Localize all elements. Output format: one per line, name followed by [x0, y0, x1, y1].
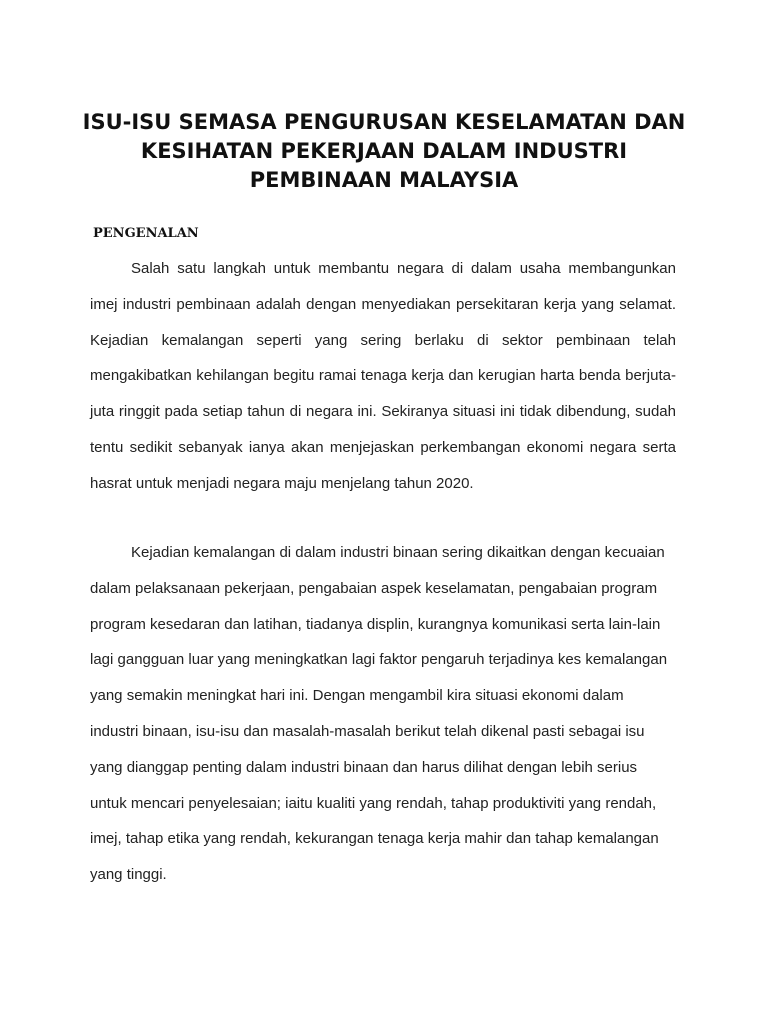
- paragraph-introduction-2: [90, 544, 676, 902]
- paragraph-line: hasrat untuk menjadi negara maju menjelang tahun 2020.: [90, 474, 474, 492]
- paragraph-line: tentu sedikit sebanyak ianya akan menjejaskan perkembangan ekonomi negara serta: [90, 438, 676, 456]
- paragraph-line: yang semakin meningkat hari ini. Dengan mengambil kira situasi ekonomi dalam: [90, 687, 624, 705]
- paragraph-line: program kesedaran dan latihan, tiadanya displin, kurangnya komunikasi serta lain-lain: [90, 615, 661, 633]
- section-heading: PENGENALAN: [93, 226, 199, 241]
- paragraph-line: mengakibatkan kehilangan begitu ramai tenaga kerja dan kerugian harta benda berjuta-: [90, 367, 676, 385]
- paragraph-line: yang tinggi.: [90, 866, 167, 884]
- title-line: KESIHATAN PEKERJAAN DALAM INDUSTRI: [140, 139, 628, 163]
- title-line: ISU-ISU SEMASA PENGURUSAN KESELAMATAN DAN: [82, 110, 686, 134]
- paragraph-introduction-1: [90, 260, 676, 511]
- document-title: [60, 108, 708, 195]
- paragraph-line: dalam pelaksanaan pekerjaan, pengabaian aspek keselamatan, pengabaian program: [90, 579, 658, 597]
- paragraph-line: juta ringgit pada setiap tahun di negara ini. Sekiranya situasi ini tidak dibendung, sudah: [90, 403, 676, 421]
- paragraph-line: yang dianggap penting dalam industri binaan dan harus dilihat dengan lebih serius: [90, 758, 638, 776]
- paragraph-line: Kejadian kemalangan seperti yang sering berlaku di sektor pembinaan telah: [90, 331, 676, 349]
- title-line: PEMBINAAN MALAYSIA: [249, 168, 519, 192]
- paragraph-line: Salah satu langkah untuk membantu negara di dalam usaha membangunkan: [131, 260, 676, 277]
- paragraph-line: industri binaan, isu-isu dan masalah-masalah berikut telah dikenal pasti sebagai isu: [90, 722, 645, 740]
- paragraph-line: lagi gangguan luar yang meningkatkan lagi faktor pengaruh terjadinya kes kemalangan: [90, 651, 668, 669]
- paragraph-line: untuk mencari penyelesaian; iaitu kualiti yang rendah, tahap produktiviti yang rendah,: [90, 794, 657, 812]
- paragraph-line: imej, tahap etika yang rendah, kekurangan tenaga kerja mahir dan tahap kemalangan: [90, 830, 659, 848]
- paragraph-line: imej industri pembinaan adalah dengan menyediakan persekitaran kerja yang selamat.: [90, 295, 676, 313]
- paragraph-line: Kejadian kemalangan di dalam industri binaan sering dikaitkan dengan kecuaian: [131, 544, 665, 561]
